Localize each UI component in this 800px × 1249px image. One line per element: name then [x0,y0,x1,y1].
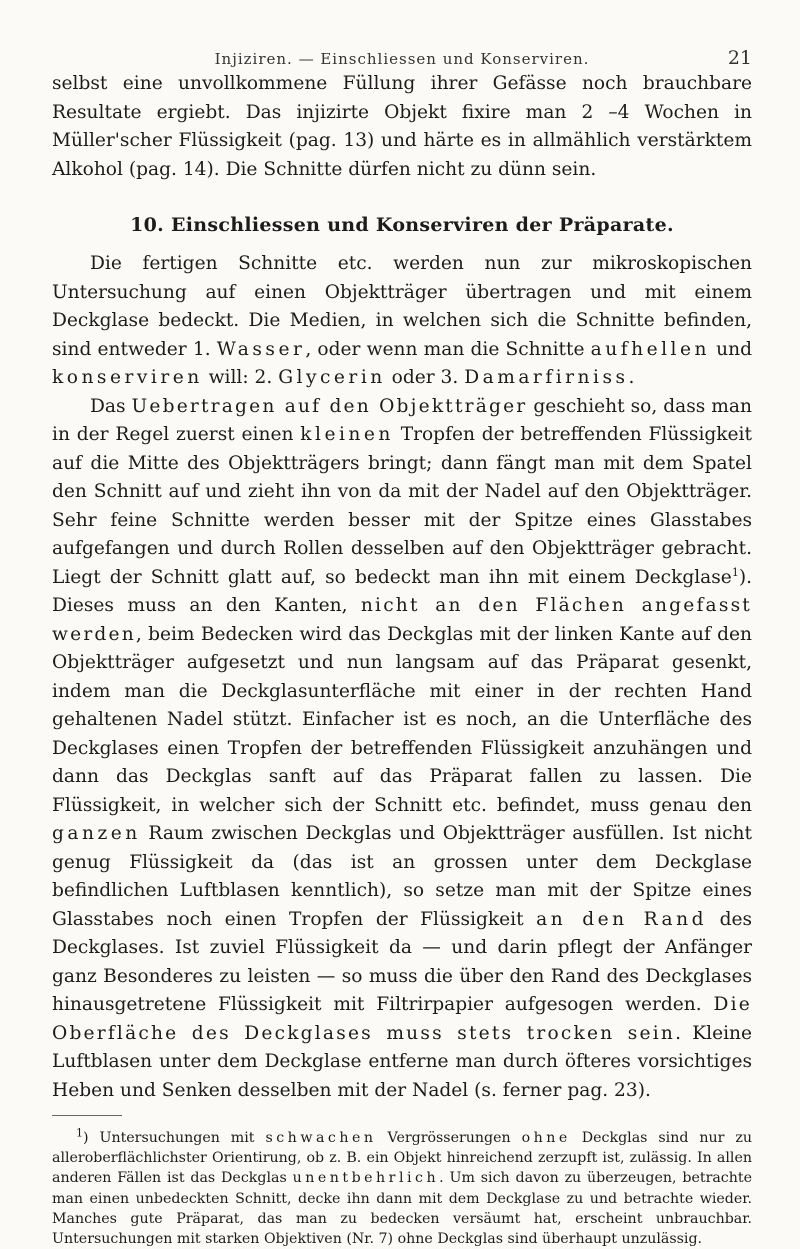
book-page [52,0,752,1249]
footnote-rule [52,1115,122,1116]
text-run: oder 3. [385,367,465,388]
spaced-term-nicht-an-den-flaechen: nicht an den Flächen angefasst werden [52,595,752,645]
text-run: geschieht so, dass man in der Regel zuerst einen [52,395,752,445]
running-head [52,0,752,70]
spaced-term-ganzen: ganzen [52,823,141,844]
text-run: ) Untersuchungen mit [83,1130,266,1146]
spaced-term-oberflaeche: Die Oberfläche des Deckglases muss stets trocken sein [52,994,752,1044]
spaced-term-glycerin: Glycerin [278,367,386,388]
spaced-term-unentbehrlich: unentbehrlich [292,1170,440,1187]
text-run: Raum zwischen Deckglas und Objektträger ausfüllen. Ist nicht genug Flüssigkeit da (das ist an grossen unter dem Deckglase befindlichen Luftblasen kenntlich), so setze man mit der Spitze eines Glasstabes noch einen Tropfen der Flüssigkeit [52,823,752,930]
text-run: . [628,367,635,388]
text-run: des Deckglases. Ist zuviel Flüssigkeit da — und darin pflegt der Anfänger ganz Besonderes zu leisten — so muss die über den Rand des Deckglases hinausgetretene Flüssigkeit mit Filtrirpapier aufgesogen werden. [52,908,753,1015]
text-run: und [709,338,752,360]
text-run: , beim Bedecken wird das Deckglas mit der linken Kante auf den Objektträger aufgesetzt und nun langsam auf das Präparat gesenkt, indem man die Deckglasunterfläche mit einer in der rechten Hand gehaltenen Nadel stützt. Einfacher ist es noch, an die Unterfläche des Deckglases einen Tropfen der betreffenden Flüssigkeit anzuhängen und dann das Deckglas sanft auf das Präparat fallen zu lassen. Die Flüssigkeit, in welcher sich der Schnitt etc. befindet, muss genau den [52,623,752,816]
page-number: 21 [727,47,752,69]
spaced-term-aufhellen: aufhellen [590,338,710,360]
intro-paragraph: selbst eine unvollkommene Füllung ihrer Gefässe noch brauchbare Resultate ergiebt. Das injizirte Objekt fixire man 2 –4 Wochen in Müller'scher Flüssigkeit (pag. 13) und härte es in allmählich verstärktem Alkohol (pag. 14). Die Schnitte dürfen nicht zu dünn sein. [52,73,752,180]
running-head-title: Injiziren. — Einschliessen und Konserviren. [214,50,590,68]
spaced-term-damarfirniss: Damarfirniss [464,367,629,388]
text-run: Das [90,395,132,417]
text-run: Tropfen der betreffenden Flüssigkeit auf die Mitte des Objektträgers bringt; dann fängt man mit dem Spatel den Schnitt auf und zieht ihn von da mit der Nadel auf den Objektträger. Sehr feine Schnitte werden besser mit der Spitze eines Glasstabes aufgefangen und durch Rollen desselben auf den Objektträger gebracht. Liegt der Schnitt glatt auf, so bedeckt man ihn mit einem Deckglase [52,424,752,588]
paragraph-media [52,250,752,393]
text-run: will: 2. [202,367,279,388]
text-run: , oder wenn man die Schnitte [305,338,591,360]
spaced-term-ohne: ohne [521,1130,571,1146]
spaced-term-uebertragen: Uebertragen auf den Objektträger [131,395,528,417]
footnote [52,1128,752,1249]
spaced-term-wasser: Wasser [216,338,306,360]
paragraph-uebertragen [52,393,752,1106]
text-run: Die fertigen Schnitte etc. werden nun zur mikroskopischen Untersuchung auf einen Objektträger übertragen und mit einem Deckglase bedeckt. Die Medien, in welchen sich die Schnitte befinden, sind entweder 1. [52,253,752,360]
text-run: ). Dieses muss an den Kanten, [52,566,752,616]
section-heading: 10. Einschliessen und Konserviren der Präparate. [130,214,674,236]
spaced-term-schwachen: schwachen [265,1130,377,1146]
spaced-term-kleinen: kleinen [300,424,394,445]
text-run: . Kleine Luftblasen unter dem Deckglase entferne man durch öfteres vorsichtiges Heben und Senken desselben mit der Nadel (s. ferner pag. 23). [52,1022,752,1101]
spaced-term-konserviren: konserviren [52,367,203,388]
spaced-term-an-den-rand: an den Rand [536,908,708,930]
text-run: . Um sich davon zu überzeugen, betrachte man einen unbedeckten Schnitt, decke ihn dann mit dem Deckglase zu und betrachte wieder. Manches gute Präparat, das man zu bedecken versäumt hat, erscheint unbrauchbar. Untersuchungen mit starken Objektiven (Nr. 7) ohne Deckglas sind überhaupt unzulässig. [52,1170,752,1248]
footnote-reference[interactable]: 1 [731,565,739,579]
footnote-marker: 1 [76,1126,83,1140]
text-run: Deckglas sind nur zu alleroberflächlichster Orientirung, ob z. B. ein Objekt hinreichend zerzupft ist, zulässig. In allen anderen Fällen ist das Deckglas [52,1130,753,1187]
text-run: Vergrösserungen [376,1130,522,1146]
